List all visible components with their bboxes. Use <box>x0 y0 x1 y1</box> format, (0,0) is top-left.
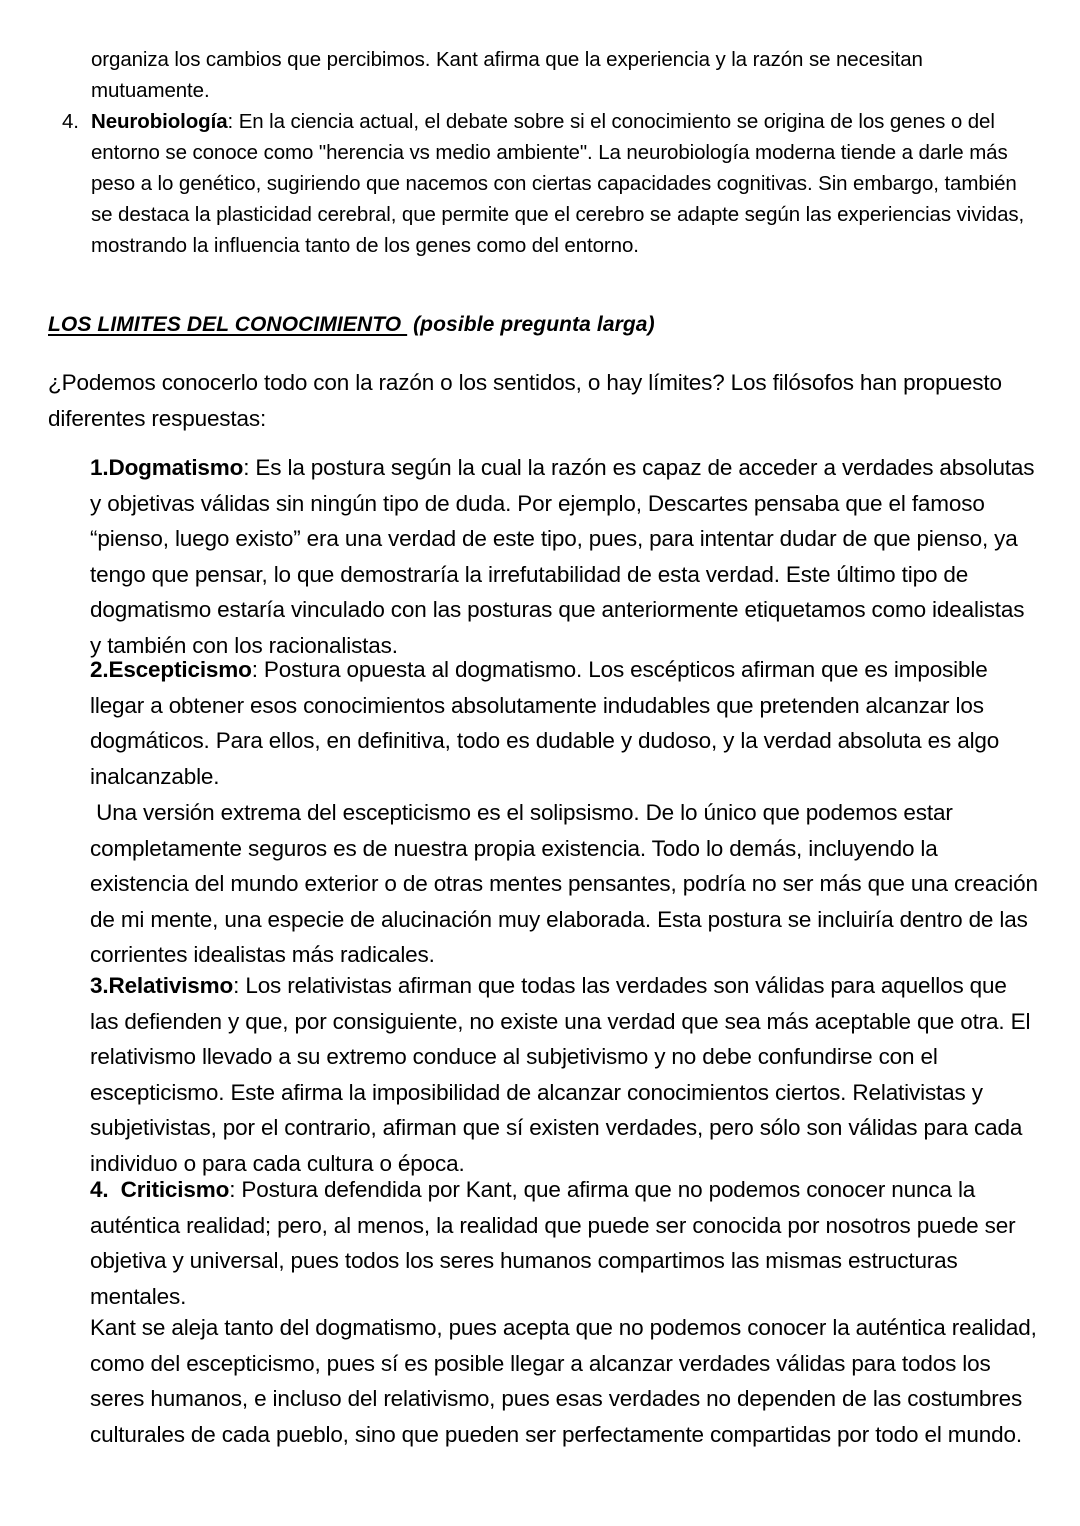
list-item-body <box>91 106 1038 261</box>
lead-paragraph: ¿Podemos conocerlo todo con la razón o los sentidos, o hay límites? Los filósofos han propuesto diferentes respuestas: <box>48 370 1002 431</box>
list-item-term: Neurobiología <box>91 110 228 133</box>
paragraph-text: : Postura opuesta al dogmatismo. Los escépticos afirman que es imposible llegar a obtener esos conocimientos absolutamente indudables que pretenden alcanzar los dogmáticos. Para ellos, en definitiva, todo es dudable y dudoso, y la verdad absoluta es algo inalcanzable. <box>90 657 1006 789</box>
paragraph-solipsismo <box>90 795 1044 973</box>
paragraph-criticismo <box>90 1172 1038 1314</box>
section-heading-underlined: LOS LIMITES DEL CONOCIMIENTO <box>48 313 408 336</box>
paragraph-text: Kant se aleja tanto del dogmatismo, pues acepta que no podemos conocer la auténtica realidad, como del escepticismo, pues sí es posible llegar a alcanzar verdades válidas para todos los seres humanos, e incluso del relativismo, pues esas verdades no dependen de las costumbres culturales de cada pueblo, sino que pueden ser perfectamente compartidas por todo el mundo. <box>90 1315 1043 1447</box>
intro-continuation-line-2: mutuamente. <box>91 79 210 102</box>
list-item-marker: 4. <box>62 110 79 133</box>
paragraph-term: 4. Criticismo <box>90 1177 230 1202</box>
paragraph-term: 3.Relativismo <box>90 973 234 998</box>
section-heading <box>48 313 655 337</box>
list-item <box>48 106 1038 261</box>
intro-block <box>48 44 1038 261</box>
paragraph-text: Una versión extrema del escepticismo es el solipsismo. De lo único que podemos estar completamente seguros es de nuestra propia existencia. Todo lo demás, incluyendo la existencia del mundo exterior o de otras mentes pensantes, podría no ser más que una creación de mi mente, una especie de alucinación muy elaborada. Esta postura se incluiría dentro de las corrientes idealistas más radicales. <box>90 800 1044 967</box>
paragraph-kant-sintesis <box>90 1310 1043 1452</box>
paragraph-term: 2.Escepticismo <box>90 657 252 682</box>
list-item-text: : En la ciencia actual, el debate sobre si el conocimiento se origina de los genes o del entorno se conoce como "herencia vs medio ambiente". La neurobiología moderna tiende a darle más peso a lo genético, sugiriendo que nacemos con ciertas capacidades cognitivas. Sin embargo, también se destaca la plasticidad cerebral, que permite que el cerebro se adapte según las experiencias vividas, mostrando la influencia tanto de los genes como del entorno. <box>91 110 1025 257</box>
paragraph-text: : Es la postura según la cual la razón es capaz de acceder a verdades absolutas y objetivas válidas sin ningún tipo de duda. Por ejemplo, Descartes pensaba que el famoso “pienso, luego existo” era una verdad de este tipo, pues, para intentar dudar de que pienso, ya tengo que pensar, lo que demostraría la irrefutabilidad de esta verdad. Este último tipo de dogmatismo estaría vinculado con las posturas que anteriormente etiquetamos como idealistas y también con los racionalistas. <box>90 455 1041 658</box>
paragraph-text: : Los relativistas afirman que todas las verdades son válidas para aquellos que las defienden y que, por consiguiente, no existe una verdad que sea más aceptable que otra. El relativismo llevado a su extremo conduce al subjetivismo y no debe confundirse con el escepticismo. Este afirma la imposibilidad de alcanzar conocimientos ciertos. Relativistas y subjetivistas, por el contrario, afirman que sí existen verdades, pero sólo son válidas para cada individuo o para cada cultura o época. <box>90 973 1037 1176</box>
paragraph-text: : Postura defendida por Kant, que afirma que no podemos conocer nunca la auténtica realidad; pero, al menos, la realidad que puede ser conocida por nosotros puede ser objetiva y universal, pues todos los seres humanos compartimos las mismas estructuras mentales. <box>90 1177 1022 1309</box>
paragraph-escepticismo <box>90 652 1038 794</box>
paragraph-dogmatismo <box>90 450 1041 663</box>
paragraph-term: 1.Dogmatismo <box>90 455 244 480</box>
section-heading-note: (posible pregunta larga) <box>407 313 655 336</box>
paragraph-relativismo <box>90 968 1038 1181</box>
intro-continuation-line-1: organiza los cambios que percibimos. Kant afirma que la experiencia y la razón se necesitan <box>91 48 923 71</box>
